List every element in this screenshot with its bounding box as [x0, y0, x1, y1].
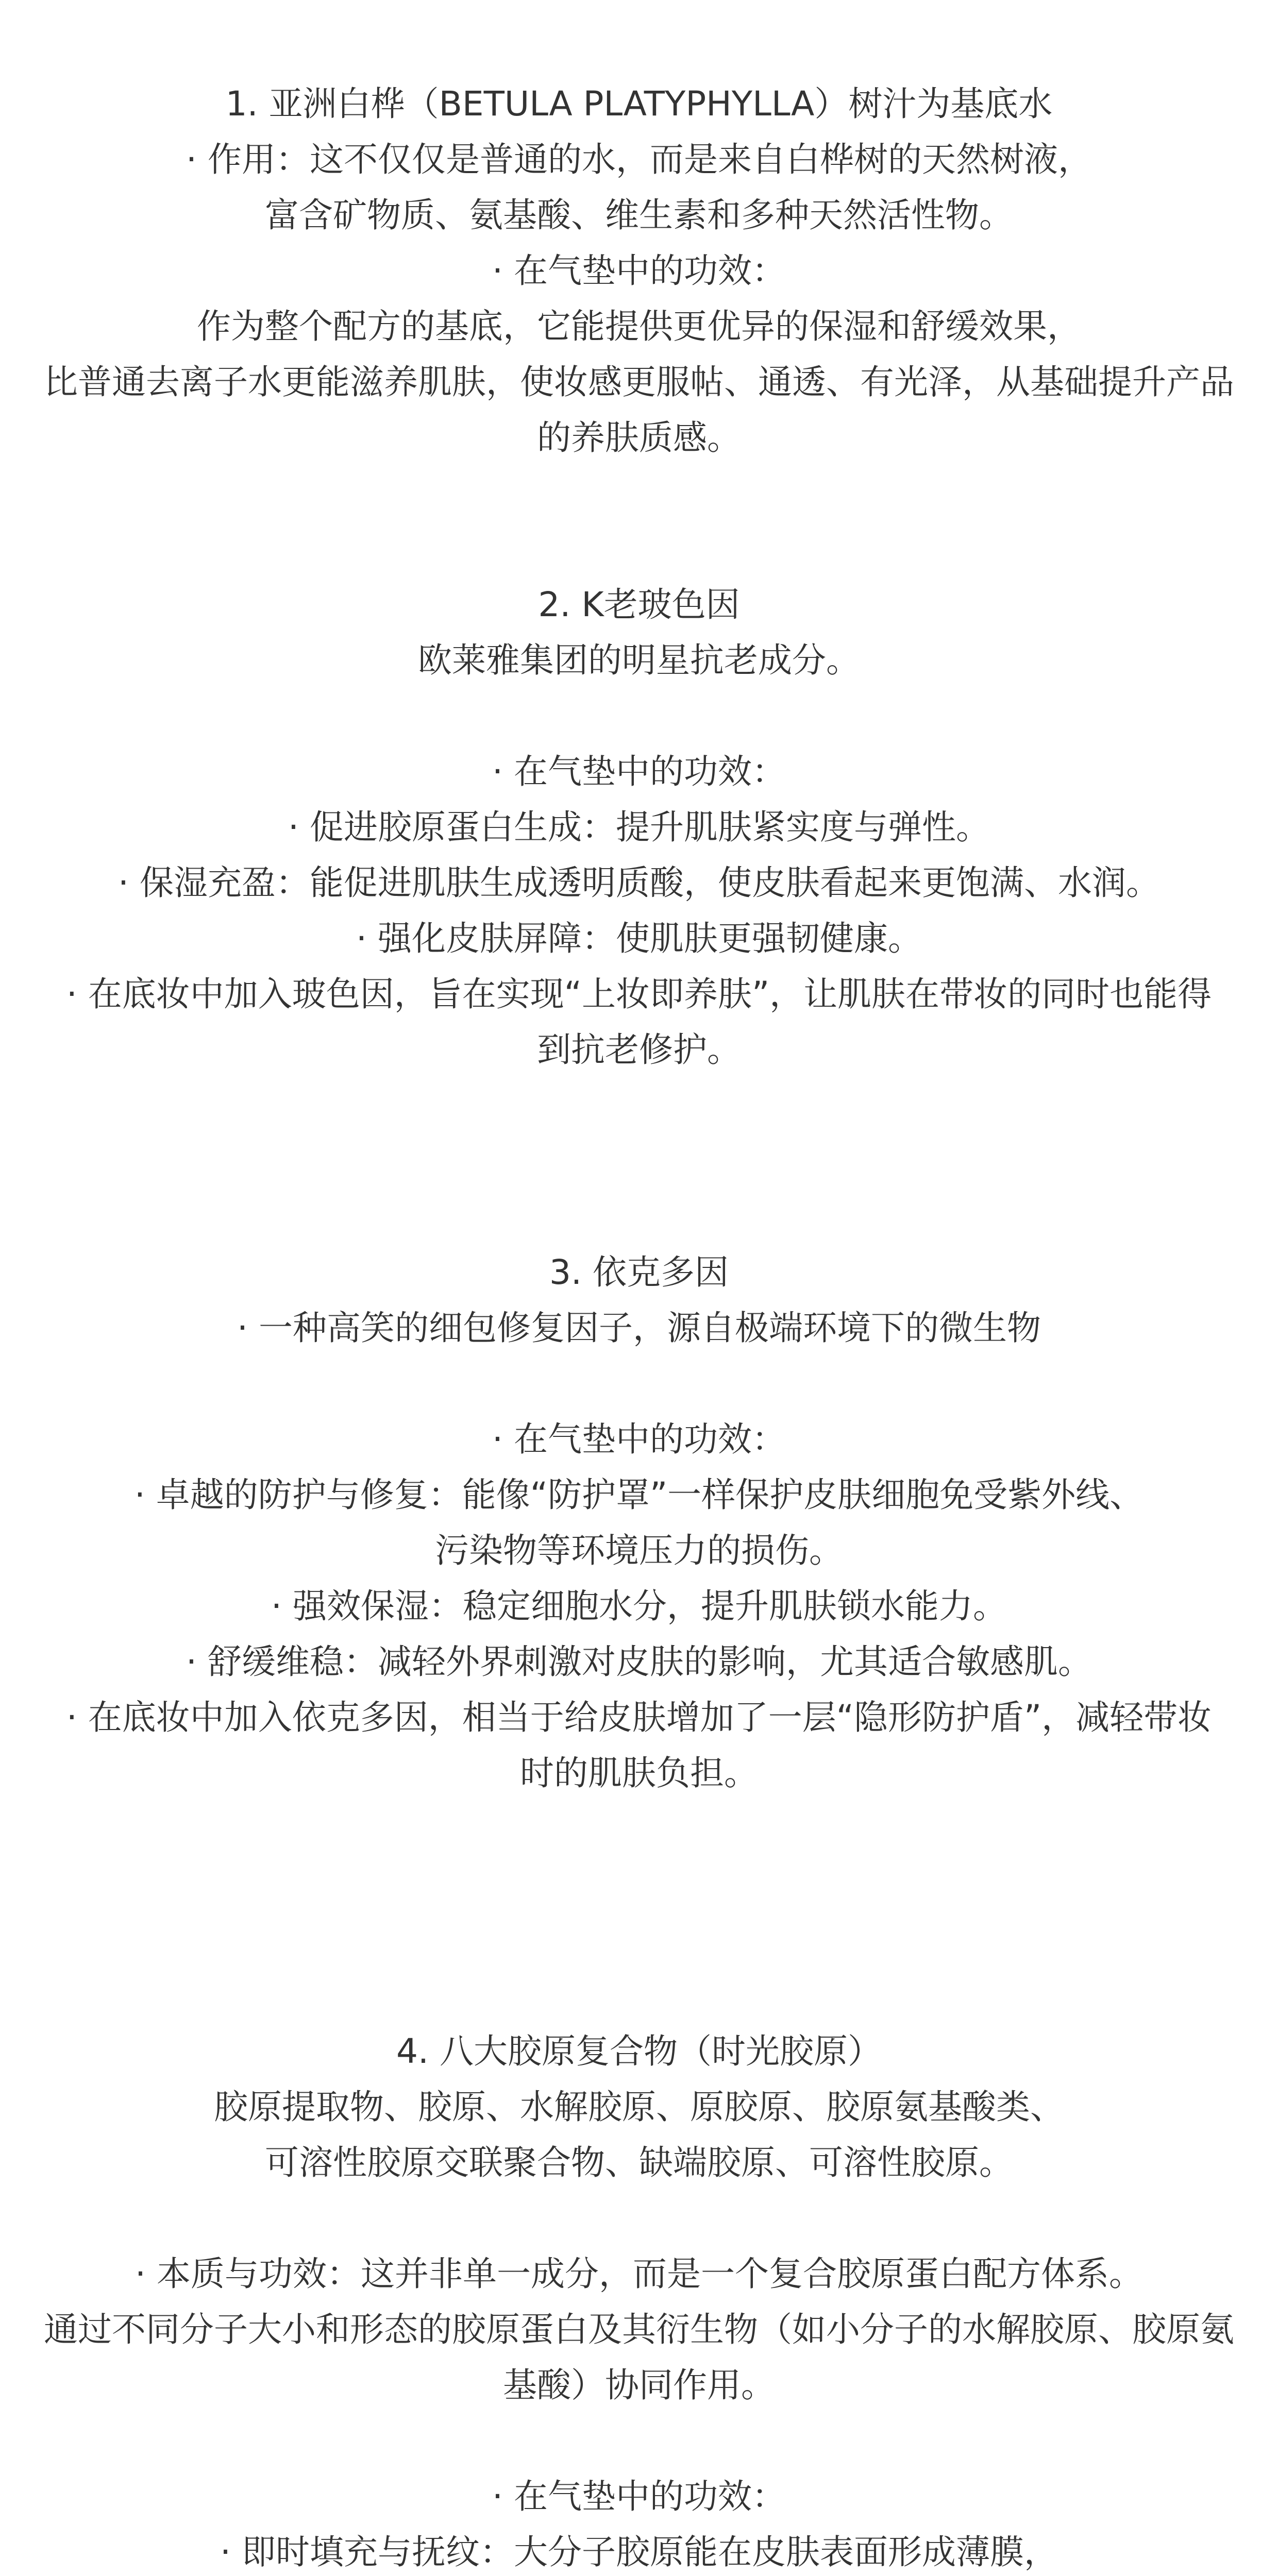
section-4-line-4: 通过不同分子大小和形态的胶原蛋白及其衍生物（如小分子的水解胶原、胶原氨 [44, 2310, 1234, 2349]
section-3-line-3: · 卓越的防护与修复：能像“防护罩”一样保护皮肤细胞免受紫外线、 [134, 1475, 1144, 1515]
section-2-line-4: · 保湿充盈：能促进肌肤生成透明质酸，使皮肤看起来更饱满、水润。 [118, 863, 1160, 903]
section-3-line-2: · 在气垫中的功效： [492, 1419, 786, 1459]
section-3-line-6: · 舒缓维稳：减轻外界刺激对皮肤的影响，尤其适合敏感肌。 [186, 1642, 1092, 1682]
section-4-line-2: 可溶性胶原交联聚合物、缺端胶原、可溶性胶原。 [265, 2143, 1013, 2182]
section-2-line-6: · 在底妆中加入玻色因，旨在实现“上妆即养肤”，让肌肤在带妆的同时也能得 [66, 974, 1212, 1014]
section-3-title: 3. 依克多因 [549, 1252, 729, 1292]
section-2-line-2: · 在气垫中的功效： [492, 752, 786, 791]
section-2-line-5: · 强化皮肤屏障：使肌肤更强韧健康。 [356, 919, 922, 958]
section-4-line-6: · 在气垫中的功效： [492, 2477, 786, 2516]
section-1-line-3: · 在气垫中的功效： [492, 251, 786, 291]
section-1-line-2: 富含矿物质、氨基酸、维生素和多种天然活性物。 [265, 195, 1013, 235]
section-2-line-3: · 促进胶原蛋白生成：提升肌肤紧实度与弹性。 [288, 807, 990, 847]
section-1-line-1: · 作用：这不仅仅是普通的水，而是来自白桦树的天然树液， [186, 140, 1092, 179]
section-1-line-6: 的养肤质感。 [537, 418, 741, 457]
section-3-line-4: 污染物等环境压力的损伤。 [435, 1531, 843, 1570]
section-4-line-1: 胶原提取物、胶原、水解胶原、原胶原、胶原氨基酸类、 [214, 2087, 1064, 2127]
section-4-line-5: 基酸）协同作用。 [503, 2365, 775, 2405]
section-2-line-1: 欧莱雅集团的明星抗老成分。 [418, 640, 860, 680]
section-3-line-8: 时的肌肤负担。 [520, 1753, 758, 1793]
section-3-line-1: · 一种高笑的细包修复因子，源自极端环境下的微生物 [237, 1308, 1041, 1348]
section-4-line-3: · 本质与功效：这并非单一成分，而是一个复合胶原蛋白配方体系。 [135, 2254, 1143, 2294]
section-2-line-7: 到抗老修护。 [537, 1030, 741, 1070]
section-4-line-7: · 即时填充与抚纹：大分子胶原能在皮肤表面形成薄膜， [220, 2532, 1058, 2572]
section-1-line-4: 作为整个配方的基底，它能提供更优异的保湿和舒缓效果， [197, 307, 1081, 346]
section-1-line-5: 比普通去离子水更能滋养肌肤，使妆感更服帖、通透、有光泽，从基础提升产品 [44, 362, 1234, 402]
section-3-line-5: · 强效保湿：稳定细胞水分，提升肌肤锁水能力。 [271, 1586, 1007, 1626]
section-4-title: 4. 八大胶原复合物（时光胶原） [396, 2031, 882, 2071]
section-3-line-7: · 在底妆中加入依克多因，相当于给皮肤增加了一层“隐形防护盾”，减轻带妆 [66, 1698, 1212, 1737]
section-2-title: 2. K老玻色因 [538, 585, 740, 624]
section-1-title: 1. 亚洲白桦（BETULA PLATYPHYLLA）树汁为基底水 [225, 84, 1053, 124]
